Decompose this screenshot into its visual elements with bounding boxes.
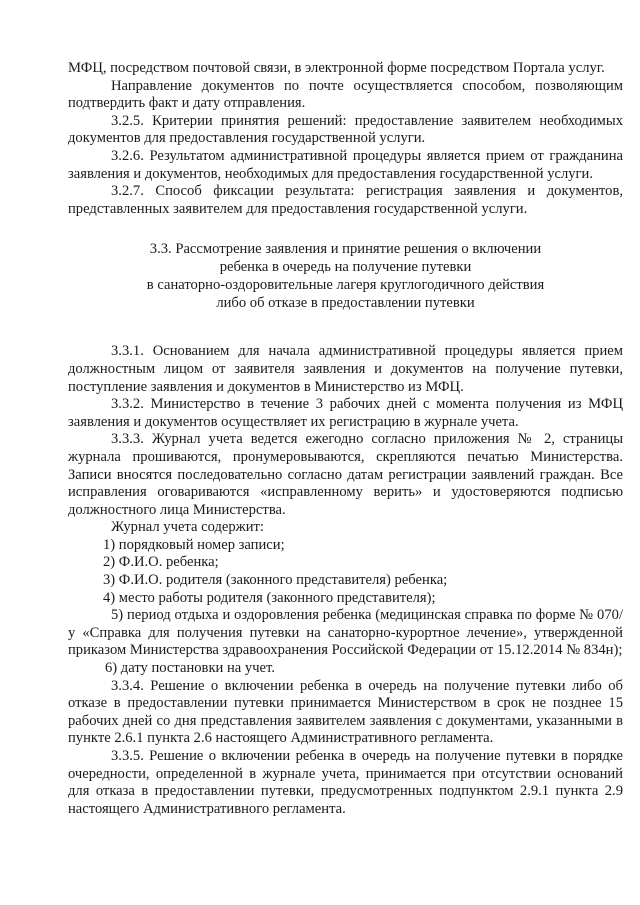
list-item: 2) Ф.И.О. ребенка; <box>103 554 219 571</box>
heading-line: в санаторно-оздоровительные лагеря круглогодичного действия <box>146 277 545 294</box>
heading-line: либо об отказе в предоставлении путевки <box>216 295 475 312</box>
paragraph-mail-delivery: Направление документов по почте осуществляется способом, позволяющим подтвердить факт и дату отправления. <box>68 77 623 112</box>
paragraph-3-3-3: 3.3.3. Журнал учета ведется ежегодно согласно приложения № 2, страницы журнала прошиваются, пронумеровываются, скрепляются печатью Министерства. Записи вносятся последовательно согласно датам регистрации заявлений граждан. Все исправления оговариваются «исправленному верить» и удостоверяются подписью должностного лица Министерства. <box>68 431 623 518</box>
paragraph-3-3-4: 3.3.4. Решение о включении ребенка в очередь на получение путевки либо об отказе в предоставлении путевки принимается Министерством в срок не позднее 15 рабочих дней со дня представления заявителем заявления с документами, указанными в пункте 2.6.1 пункта 2.6 настоящего Административного регламента. <box>68 677 623 747</box>
list-item: 1) порядковый номер записи; <box>103 536 285 553</box>
list-item: 6) дату постановки на учет. <box>105 660 275 677</box>
paragraph-3-3-2: 3.3.2. Министерство в течение 3 рабочих дней с момента получения из МФЦ заявления и документов осуществляет их регистрацию в журнале учета. <box>68 396 623 430</box>
section-heading-3-3 <box>68 240 623 312</box>
heading-line: ребенка в очередь на получение путевки <box>219 259 472 276</box>
paragraph-3-3-5: 3.3.5. Решение о включении ребенка в очередь на получение путевки в порядке очередности, определенной в журнале учета, принимается при отсутствии оснований для отказа в предоставлении путевки, предусмотренных подпунктом 2.9.1 пункта 2.9 настоящего Административного регламента. <box>68 748 623 817</box>
paragraph-continuation: МФЦ, посредством почтовой связи, в электронной форме посредством Портала услуг. <box>68 60 605 76</box>
heading-line: 3.3. Рассмотрение заявления и принятие решения о включении <box>149 241 542 258</box>
list-item: 4) место работы родителя (законного представителя); <box>103 589 436 606</box>
paragraph-3-2-6: 3.2.6. Результатом административной процедуры является прием от гражданина заявления и документов, необходимых для предоставления государственной услуги. <box>68 147 623 182</box>
paragraph-3-3-1: 3.3.1. Основанием для начала административной процедуры является прием должностным лицом от заявителя заявления и документов на получение путевки, поступление заявления и документов в Министерство из МФЦ. <box>68 343 623 395</box>
list-item: 5) период отдыха и оздоровления ребенка (медицинская справка по форме № 070/у «Справка для получения путевки на санаторно-курортное лечение», утвержденной приказом Министерства здравоохранения Российской Федерации от 15.12.2014 № 834н); <box>68 607 623 659</box>
paragraph-journal-contains: Журнал учета содержит: <box>111 519 264 536</box>
paragraph-3-2-5: 3.2.5. Критерии принятия решений: предоставление заявителем необходимых документов для предоставления государственной услуги. <box>68 112 623 147</box>
paragraph-3-2-7: 3.2.7. Способ фиксации результата: регистрация заявления и документов, представленных заявителем для предоставления государственной услуги. <box>68 183 623 217</box>
list-item: 3) Ф.И.О. родителя (законного представителя) ребенка; <box>103 572 448 589</box>
document-body <box>68 60 623 818</box>
